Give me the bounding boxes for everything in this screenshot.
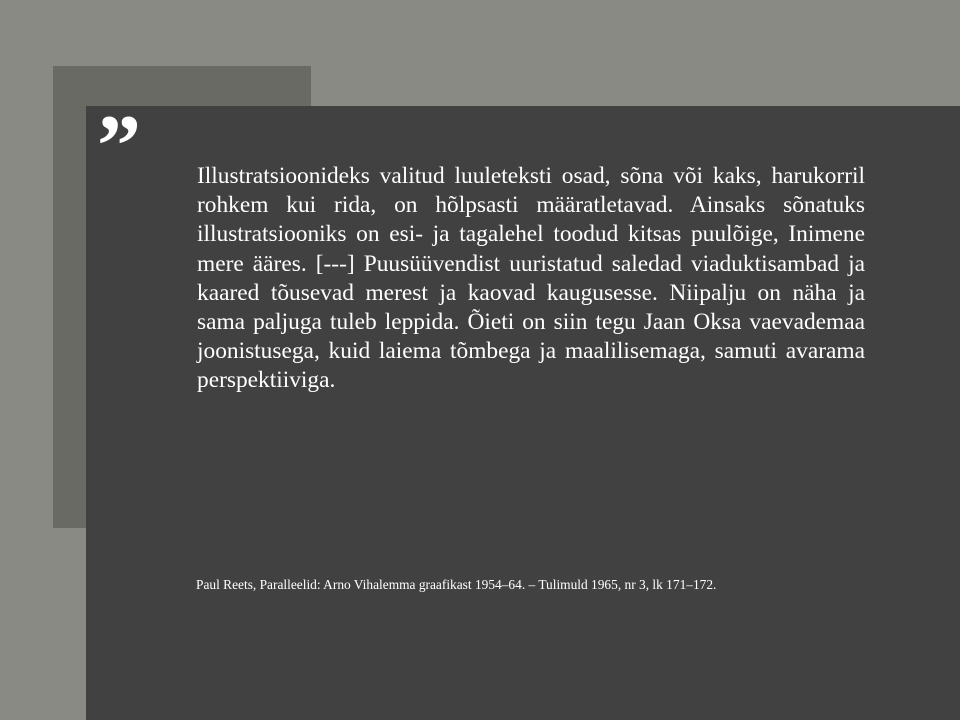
quote-text: Illustratsioonideks valitud luuleteksti osad, sõna või kaks, harukorril rohkem kui rida, on hõlpsasti määratletavad. Ainsaks sõnatuks illustratsiooniks on esi- ja tagalehel toodud kitsas puulõige, Inimene mere ääres. [---] Puusüüvendist uuristatud saledad viaduktisambad ja kaared tõusevad merest ja kaovad kaugusesse. Niipalju on näha ja sama paljuga tuleb leppida. Õieti on siin tegu Jaan Oksa vaevademaa joonistusega, kuid laiema tõmbega ja maalilisemaga, samuti avarama perspektiiviga. [197, 163, 865, 394]
citation: Paul Reets, Paralleelid: Arno Vihalemma graafikast 1954–64. – Tulimuld 1965, nr 3, lk 171–172. [196, 577, 717, 592]
quote-mark-icon: ” [97, 98, 137, 195]
